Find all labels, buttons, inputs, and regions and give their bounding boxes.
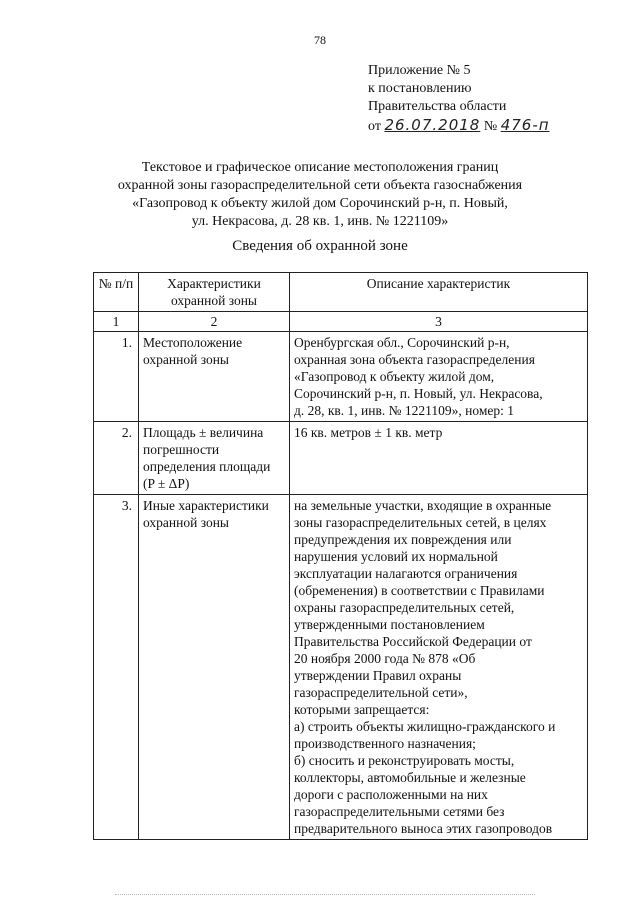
row-description (290, 495, 588, 840)
appendix-line-2: к постановлению (368, 81, 472, 96)
row-index: 1. (94, 332, 139, 422)
description-line: которыми запрещается: (294, 702, 430, 717)
description-line: охраны газораспределительных сетей, (294, 600, 515, 615)
handwritten-date: 26.07.2018 (384, 116, 481, 134)
description-line: на земельные участки, входящие в охранные (294, 498, 552, 513)
column-number: 3 (290, 312, 588, 332)
appendix-line-3: Правительства области (368, 99, 507, 114)
description-line: зоны газораспределительных сетей, в целях (294, 515, 547, 530)
table-row (94, 495, 588, 840)
handwritten-number: 476-п (500, 116, 550, 134)
description-line: предварительного выноса этих газопроводов (294, 821, 553, 836)
description-line: утвержденными постановлением (294, 617, 485, 632)
description-line: газораспределительной сети», (294, 685, 468, 700)
description-line: а) строить объекты жилищно-гражданского и (294, 719, 556, 734)
description-line: 20 ноября 2000 года № 878 «Об (294, 651, 476, 666)
appendix-block (368, 62, 550, 136)
description-line: Сорочинский р-н, п. Новый, ул. Некрасова, (294, 386, 543, 401)
description-line: эксплуатации налагаются ограничения (294, 566, 518, 581)
column-number-row (94, 312, 588, 332)
page-bottom-divider (115, 894, 535, 895)
title-line-3: «Газопровод к объекту жилой дом Сорочинский р-н, п. Новый, (132, 196, 508, 211)
description-line: Правительства Российской Федерации от (294, 634, 532, 649)
page-number: 78 (314, 33, 326, 47)
appendix-line-1: Приложение № 5 (368, 63, 471, 78)
description-line: Оренбургская обл., Сорочинский р-н, (294, 335, 510, 350)
description-line: 16 кв. метров ± 1 кв. метр (294, 425, 443, 440)
row-index: 2. (94, 422, 139, 495)
description-line: охранная зона объекта газораспределения (294, 352, 535, 367)
header-characteristic: Характеристики охранной зоны (139, 273, 290, 312)
description-line: нарушения условий их нормальной (294, 549, 498, 564)
column-number: 1 (94, 312, 139, 332)
protection-zone-table (93, 272, 588, 840)
date-prefix: от (368, 119, 381, 134)
row-index: 3. (94, 495, 139, 840)
document-title (70, 159, 570, 231)
title-line-1: Текстовое и графическое описание местоположения границ (141, 160, 499, 175)
description-line: (обременения) в соответствии с Правилами (294, 583, 545, 598)
column-number: 2 (139, 312, 290, 332)
title-line-2: охранной зоны газораспределительной сети объекта газоснабжения (117, 178, 523, 193)
description-line: дороги с расположенными на них (294, 787, 488, 802)
description-line: д. 28, кв. 1, инв. № 1221109», номер: 1 (294, 403, 515, 418)
description-line: б) сносить и реконструировать мосты, (294, 753, 515, 768)
table-header-row (94, 273, 588, 312)
table-row (94, 332, 588, 422)
appendix-date-line (368, 116, 550, 136)
row-characteristic: Площадь ± величина погрешности определения площади (P ± ΔP) (139, 422, 290, 495)
table-row (94, 422, 588, 495)
section-title: Сведения об охранной зоне (232, 238, 408, 254)
description-line: утверждении Правил охраны (294, 668, 462, 683)
header-number: № п/п (94, 273, 139, 312)
description-line: производственного назначения; (294, 736, 476, 751)
row-description (290, 332, 588, 422)
header-description: Описание характеристик (290, 273, 588, 312)
description-line: газораспределительными сетями без (294, 804, 505, 819)
row-description (290, 422, 588, 495)
description-line: коллекторы, автомобильные и железные (294, 770, 526, 785)
description-line: «Газопровод к объекту жилой дом, (294, 369, 495, 384)
description-line: предупреждения их повреждения или (294, 532, 512, 547)
row-characteristic: Иные характеристики охранной зоны (139, 495, 290, 840)
title-line-4: ул. Некрасова, д. 28 кв. 1, инв. № 1221109» (191, 214, 449, 229)
number-sign: № (483, 119, 498, 134)
row-characteristic: Местоположение охранной зоны (139, 332, 290, 422)
